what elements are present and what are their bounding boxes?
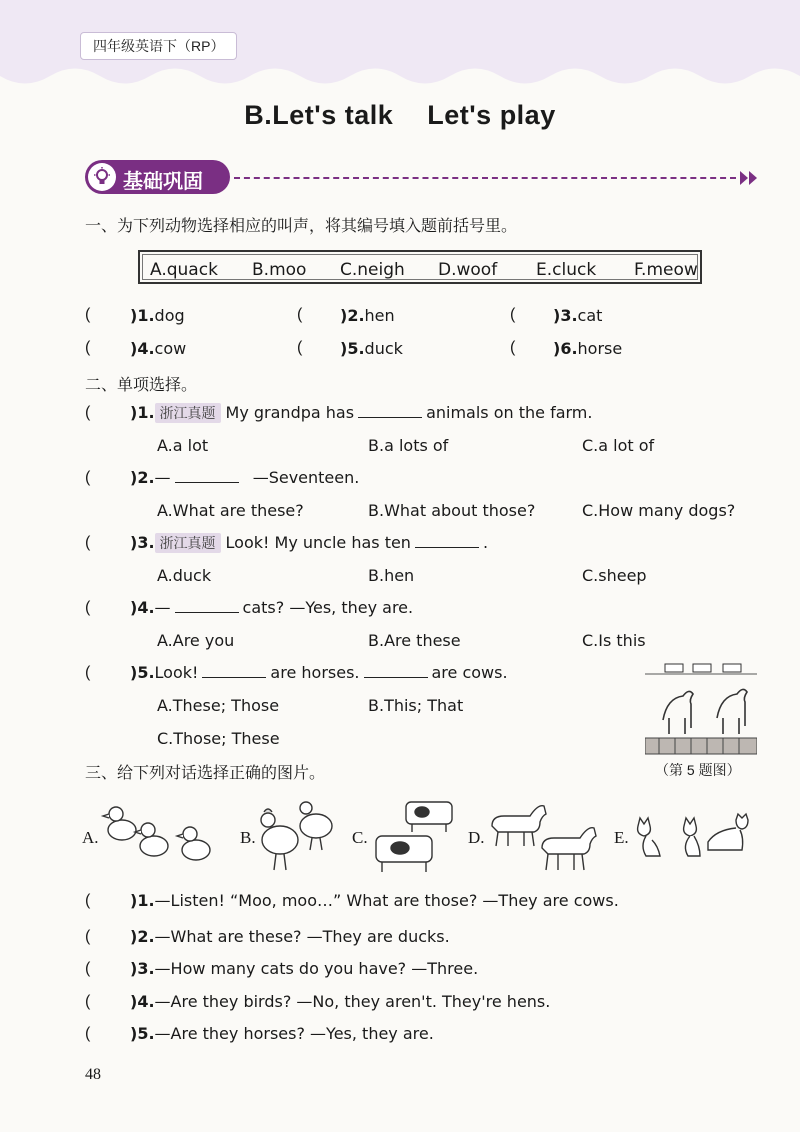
s1-item-2[interactable]: )2.hen <box>340 306 395 325</box>
section2-heading: 二、单项选择。 <box>85 375 198 394</box>
double-arrow-icon <box>738 169 760 187</box>
s3-item-2[interactable]: )2.—What are these? —They are ducks. <box>130 927 450 946</box>
hens-picture[interactable] <box>256 796 338 874</box>
ducks-picture[interactable] <box>100 800 216 868</box>
wavy-edge <box>0 56 800 96</box>
s2-q2-choice-c[interactable]: C.How many dogs? <box>582 501 736 520</box>
s2-q1-choice-c[interactable]: C.a lot of <box>582 436 655 455</box>
picture-label-c: C. <box>352 828 368 847</box>
sound-options-box <box>138 250 702 284</box>
s2-q5-choice-a[interactable]: A.These; Those <box>157 696 280 715</box>
s2-q3-choice-c[interactable]: C.sheep <box>582 566 647 585</box>
cats-picture[interactable] <box>632 812 756 862</box>
s1-item-3[interactable]: )3.cat <box>553 306 603 325</box>
picture-label-e: E. <box>614 828 629 847</box>
s2-q5-choice-b[interactable]: B.This; That <box>368 696 464 715</box>
s3-item-3[interactable]: )3.—How many cats do you have? —Three. <box>130 959 479 978</box>
figure-caption: （第 5 题图） <box>655 762 741 778</box>
option-f: F.meow <box>634 260 698 280</box>
title-part1: B.Let's talk <box>244 100 394 130</box>
page-title <box>0 100 800 131</box>
option-b: B.moo <box>252 260 307 280</box>
section-banner <box>85 160 230 194</box>
s3-item-4[interactable]: )4.—Are they birds? —No, they aren't. They're hens. <box>130 992 551 1011</box>
s1-item-4[interactable]: )4.cow <box>130 339 187 358</box>
answer-blank[interactable] <box>415 535 479 548</box>
s2-q4-choice-c[interactable]: C.Is this <box>582 631 646 650</box>
book-tag: 四年级英语下（RP） <box>80 32 237 60</box>
option-a: A.quack <box>150 260 218 280</box>
s2-q1: )1. 浙江真题 My grandpa has animals on the farm. <box>130 403 593 422</box>
answer-blank[interactable] <box>175 470 239 483</box>
picture-label-b: B. <box>240 828 256 847</box>
horses-picture[interactable] <box>488 798 600 874</box>
s1-item-6[interactable]: )6.horse <box>553 339 623 358</box>
s1-item-5[interactable]: )5.duck <box>340 339 403 358</box>
title-part2: Let's play <box>427 100 556 130</box>
zhejiang-tag: 浙江真题 <box>155 533 221 553</box>
s2-q1-choice-b[interactable]: B.a lots of <box>368 436 449 455</box>
s2-q2-choice-b[interactable]: B.What about those? <box>368 501 536 520</box>
zhejiang-tag: 浙江真题 <box>155 403 221 423</box>
answer-blank[interactable] <box>175 600 239 613</box>
farm-figure-illustration <box>645 660 757 756</box>
s3-item-1[interactable]: )1.—Listen! “Moo, moo…” What are those? —They are cows. <box>130 891 619 910</box>
answer-blank[interactable] <box>364 665 428 678</box>
s2-q4: )4.— cats? —Yes, they are. <box>130 598 414 617</box>
banner-label: 基础巩固 <box>123 169 203 193</box>
option-e: E.cluck <box>536 260 597 280</box>
picture-label-a: A. <box>82 828 99 847</box>
s1-item-1[interactable]: )1.dog <box>130 306 185 325</box>
lightbulb-icon <box>88 163 116 191</box>
option-c: C.neigh <box>340 260 405 280</box>
answer-blank[interactable] <box>202 665 266 678</box>
s2-q5: )5.Look! are horses. are cows. <box>130 663 508 682</box>
s2-q1-choice-a[interactable]: A.a lot <box>157 436 209 455</box>
option-d: D.woof <box>438 260 498 280</box>
s2-q3-choice-a[interactable]: A.duck <box>157 566 212 585</box>
s2-q4-choice-a[interactable]: A.Are you <box>157 631 235 650</box>
picture-label-d: D. <box>468 828 485 847</box>
s2-q3-choice-b[interactable]: B.hen <box>368 566 415 585</box>
page-number: 48 <box>85 1066 101 1083</box>
section3-heading: 三、给下列对话选择正确的图片。 <box>85 763 326 782</box>
s2-q2-choice-a[interactable]: A.What are these? <box>157 501 304 520</box>
s2-q4-choice-b[interactable]: B.Are these <box>368 631 461 650</box>
answer-blank[interactable] <box>358 405 422 418</box>
s2-q5-choice-c[interactable]: C.Those; These <box>157 729 280 748</box>
s3-item-5[interactable]: )5.—Are they horses? —Yes, they are. <box>130 1024 434 1043</box>
s2-q3: )3. 浙江真题 Look! My uncle has ten . <box>130 533 489 552</box>
section1-heading: 一、为下列动物选择相应的叫声，将其编号填入题前括号里。 <box>85 216 518 235</box>
dashed-divider <box>234 177 736 179</box>
cows-picture[interactable] <box>370 796 462 874</box>
s2-q2: )2.— —Seventeen. <box>130 468 360 487</box>
